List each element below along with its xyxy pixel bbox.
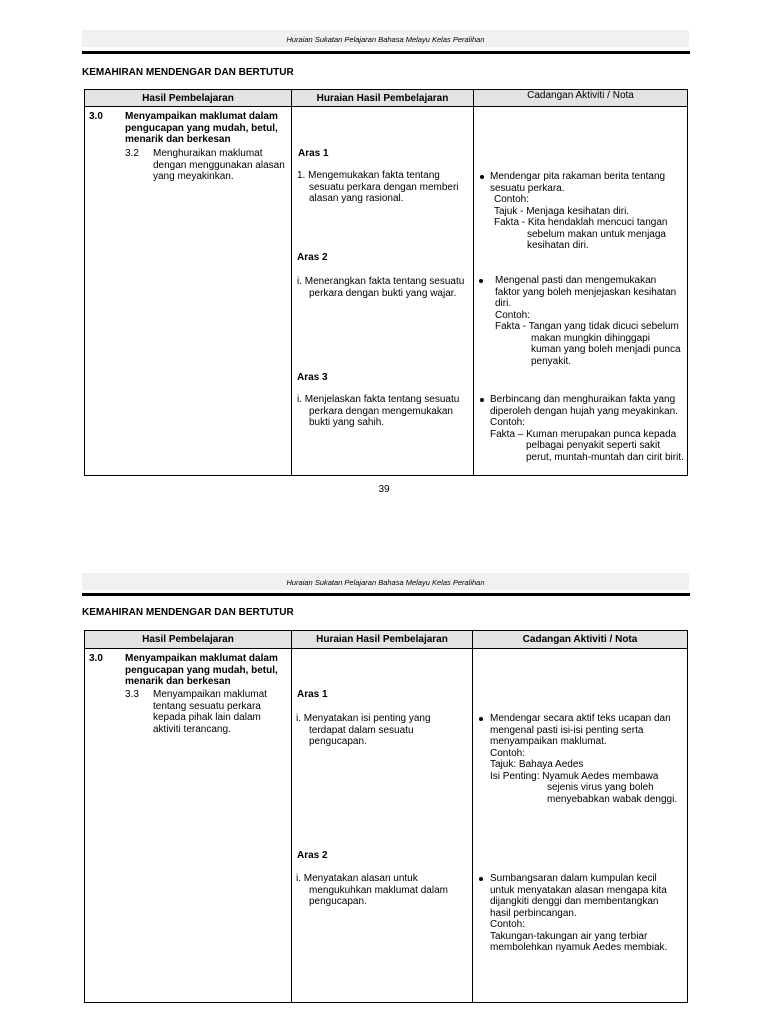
activity-3 [490, 394, 684, 463]
subtopic-line: tentang sesuatu perkara [153, 700, 261, 712]
activity-line: Contoh: [494, 194, 530, 205]
activity-line: Tajuk - Menjaga kesihatan diri. [494, 205, 630, 217]
activity-line: perut, muntah-muntah dan cirit birit. [526, 451, 684, 463]
bullet-icon [480, 175, 484, 179]
activity-line: makan mungkin dihinggapi [531, 332, 650, 344]
item-line: terdapat dalam sesuatu [309, 724, 414, 736]
column-header-cadangan: Cadangan Aktiviti / Nota [527, 90, 634, 101]
activity-line: dijangkiti denggi dan membentangkan [490, 896, 659, 907]
section-title: KEMAHIRAN MENDENGAR DAN BERTUTUR [82, 67, 294, 78]
level-1-heading: Aras 1 [298, 148, 329, 159]
subtopic-line: Menghuraikan maklumat [153, 148, 263, 159]
bullet-icon [479, 279, 483, 283]
level-2-heading: Aras 2 [297, 850, 328, 861]
column-header-hasil: Hasil Pembelajaran [142, 634, 234, 645]
activity-line: Mengenal pasti dan mengemukakan [495, 275, 657, 286]
outcome-number: 3.0 [89, 653, 103, 664]
header-rule [82, 593, 690, 596]
topic-line: pengucapan yang mudah, betul, [125, 122, 278, 134]
activity-2 [490, 873, 667, 954]
activity-line: pelbagai penyakit seperti sakit [526, 440, 660, 451]
header-rule [82, 51, 690, 54]
column-divider [291, 630, 292, 1003]
item-line: bukti yang sahih. [309, 417, 385, 428]
topic-line: menarik dan berkesan [125, 134, 231, 145]
item-line: perkara dengan bukti yang wajar. [309, 287, 457, 299]
item-line: alasan yang rasional. [309, 193, 404, 204]
activity-line: Sumbangsaran dalam kumpulan kecil [490, 873, 657, 884]
level-2-item [297, 276, 464, 299]
activity-line: Tajuk: Bahaya Aedes [490, 759, 584, 770]
subtopic-line: kepada pihak lain dalam [153, 712, 261, 723]
level-3-heading: Aras 3 [297, 372, 328, 383]
column-header-huraian: Huraian Hasil Pembelajaran [316, 93, 449, 104]
item-line: 1. Mengemukakan fakta tentang [297, 170, 440, 181]
activity-line: kesihatan diri. [527, 240, 589, 251]
column-header-huraian: Huraian Hasil Pembelajaran [316, 634, 448, 645]
activity-line: Contoh: [490, 747, 526, 759]
subtopic-line: yang meyakinkan. [153, 171, 234, 182]
bullet-icon [479, 717, 483, 721]
column-header-cadangan: Cadangan Aktiviti / Nota [522, 634, 638, 645]
bullet-icon [479, 877, 483, 881]
activity-line: diri. [495, 298, 512, 309]
item-line: i. Menjelaskan fakta tentang sesuatu [297, 394, 460, 405]
activity-line: menyampaikan maklumat. [490, 736, 607, 747]
item-line: i. Menyatakan isi penting yang [296, 713, 431, 724]
level-1-heading: Aras 1 [297, 689, 328, 700]
item-line: sesuatu perkara dengan memberi [309, 181, 459, 193]
level-2-item [296, 873, 448, 908]
activity-line: hasil perbincangan. [490, 907, 577, 919]
suboutcome-text [153, 689, 267, 735]
topic-line: Menyampaikan maklumat dalam [125, 111, 278, 122]
level-3-item [297, 394, 459, 429]
activity-line: membolehkan nyamuk Aedes membiak. [490, 942, 668, 953]
level-2-heading: Aras 2 [297, 252, 328, 263]
activity-line: mengenal pasti isi-isi penting serta [490, 724, 644, 736]
activity-line: Takungan-takungan air yang terbiar [490, 930, 648, 942]
column-header-hasil: Hasil Pembelajaran [142, 93, 234, 104]
activity-line: faktor yang boleh menjejaskan kesihatan [495, 286, 677, 298]
outcome-number: 3.0 [89, 111, 103, 122]
activity-line: sesuatu perkara. [490, 182, 565, 194]
activity-line: menyebabkan wabak denggi. [547, 793, 678, 805]
level-1-item [296, 713, 431, 748]
page-number: 39 [378, 484, 390, 495]
level-1-item [297, 170, 459, 205]
column-divider [472, 630, 473, 1003]
item-line: i. Menyatakan alasan untuk [296, 873, 418, 884]
activity-line: Isi Penting: Nyamuk Aedes membawa [490, 770, 659, 782]
activity-line: Fakta - Tangan yang tidak dicuci sebelum [495, 321, 679, 332]
activity-line: Fakta – Kuman merupakan punca kepada [490, 428, 677, 440]
item-line: pengucapan. [309, 736, 367, 747]
bullet-icon [480, 398, 484, 402]
suboutcome-number: 3.2 [125, 148, 139, 159]
activity-1 [490, 713, 677, 805]
activity-1 [490, 171, 667, 252]
item-line: mengukuhkan maklumat dalam [309, 884, 448, 896]
activity-line: Berbincang dan menghuraikan fakta yang [490, 394, 676, 405]
topic-line: Menyampaikan maklumat dalam [125, 653, 278, 664]
activity-line: untuk menyatakan alasan mengapa kita [490, 884, 667, 896]
section-title: KEMAHIRAN MENDENGAR DAN BERTUTUR [82, 607, 294, 618]
suboutcome-text [153, 148, 285, 183]
activity-line: sejenis virus yang boleh [547, 782, 654, 793]
item-line: perkara dengan mengemukakan [309, 405, 453, 417]
subtopic-line: Menyampaikan maklumat [153, 689, 267, 700]
activity-2 [495, 275, 681, 367]
activity-line: diperoleh dengan hujah yang meyakinkan. [490, 405, 678, 417]
column-divider [291, 89, 292, 476]
activity-line: kuman yang boleh menjadi punca [531, 344, 681, 355]
activity-line: Contoh: [490, 417, 526, 428]
column-divider [473, 89, 474, 476]
item-line: pengucapan. [309, 896, 367, 907]
activity-line: Contoh: [495, 309, 531, 321]
activity-line: Contoh: [490, 919, 526, 930]
page-header-text: Huraian Sukatan Pelajaran Bahasa Melayu Kelas Peralihan [286, 35, 485, 44]
item-line: i. Menerangkan fakta tentang sesuatu [297, 276, 465, 287]
activity-line: penyakit. [531, 355, 572, 367]
subtopic-line: dengan menggunakan alasan [153, 159, 285, 171]
activity-line: Mendengar secara aktif teks ucapan dan [490, 713, 671, 724]
suboutcome-number: 3.3 [125, 689, 139, 700]
topic-line: pengucapan yang mudah, betul, [125, 664, 278, 676]
subtopic-line: aktiviti terancang. [153, 723, 231, 735]
activity-line: Mendengar pita rakaman berita tentang [490, 171, 666, 182]
outcome-topic [125, 111, 278, 146]
activity-line: sebelum makan untuk menjaga [527, 228, 666, 240]
page-header-text: Huraian Sukatan Pelajaran Bahasa Melayu Kelas Peralihan [286, 578, 485, 587]
topic-line: menarik dan berkesan [125, 676, 231, 687]
outcome-topic [125, 653, 278, 688]
activity-line: Fakta - Kita hendaklah mencuci tangan [494, 217, 668, 228]
